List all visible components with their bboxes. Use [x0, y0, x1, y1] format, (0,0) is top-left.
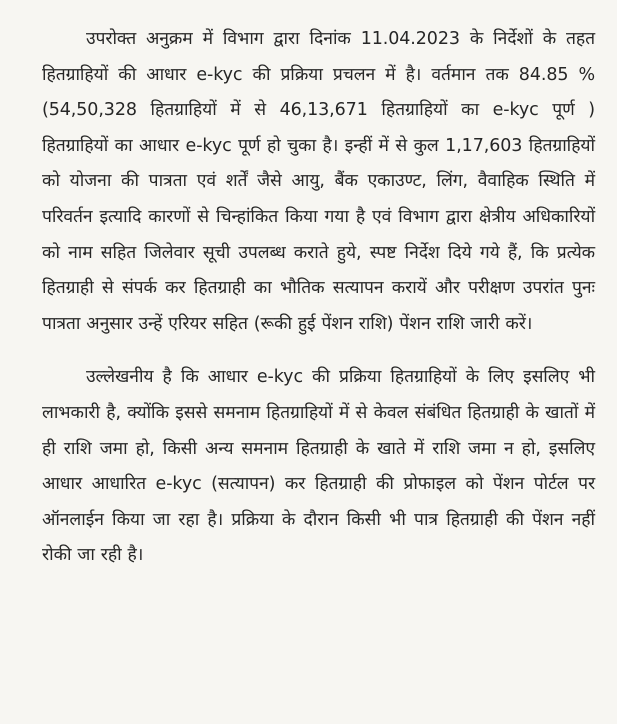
paragraph-ekyc-status: उपरोक्त अनुक्रम में विभाग द्वारा दिनांक 11.04.2023 के निर्देशों के तहत हितग्राहियों की आधार e-kyc की प्रक्रिया प्रचलन में है। वर्तमान तक 84.85 % (54,50,328 हितग्राहियों में से 46,13,671 हितग्राहियों का e-kyc पूर्ण ) हितग्राहियों का आधार e-kyc पूर्ण हो चुका है। इन्हीं में से कुल 1,17,603 हितग्राहियों को योजना की पात्रता एवं शर्तें जैसे आयु, बैंक एकाउण्ट, लिंग, वैवाहिक स्थिति में परिवर्तन इत्यादि कारणों से चिन्हांकित किया गया है एवं विभाग द्वारा क्षेत्रीय अधिकारियों को नाम सहित जिलेवार सूची उपलब्ध कराते हुये, स्पष्ट निर्देश दिये गये हैं, कि प्रत्येक हितग्राही से संपर्क कर हितग्राही का भौतिक सत्यापन करायें और परीक्षण उपरांत पुनः पात्रता अनुसार उन्हें एरियर सहित (रूकी हुई पेंशन राशि) पेंशन राशि जारी करें। [42, 29, 595, 334]
paragraph-ekyc-benefits: उल्लेखनीय है कि आधार e-kyc की प्रक्रिया हितग्राहियों के लिए इसलिए भी लाभकारी है, क्योंकि इससे समनाम हितग्राहियों में से केवल संबंधित हितग्राही के खातों में ही राशि जमा हो, किसी अन्य समनाम हितग्राही के खाते में राशि जमा न हो, इसलिए आधार आधारित e-kyc (सत्यापन) कर हितग्राही की प्रोफाइल को पेंशन पोर्टल पर ऑनलाईन किया जा रहा है। प्रक्रिया के दौरान किसी भी पात्र हितग्राही की पेंशन नहीं रोकी जा रही है। [42, 367, 595, 566]
